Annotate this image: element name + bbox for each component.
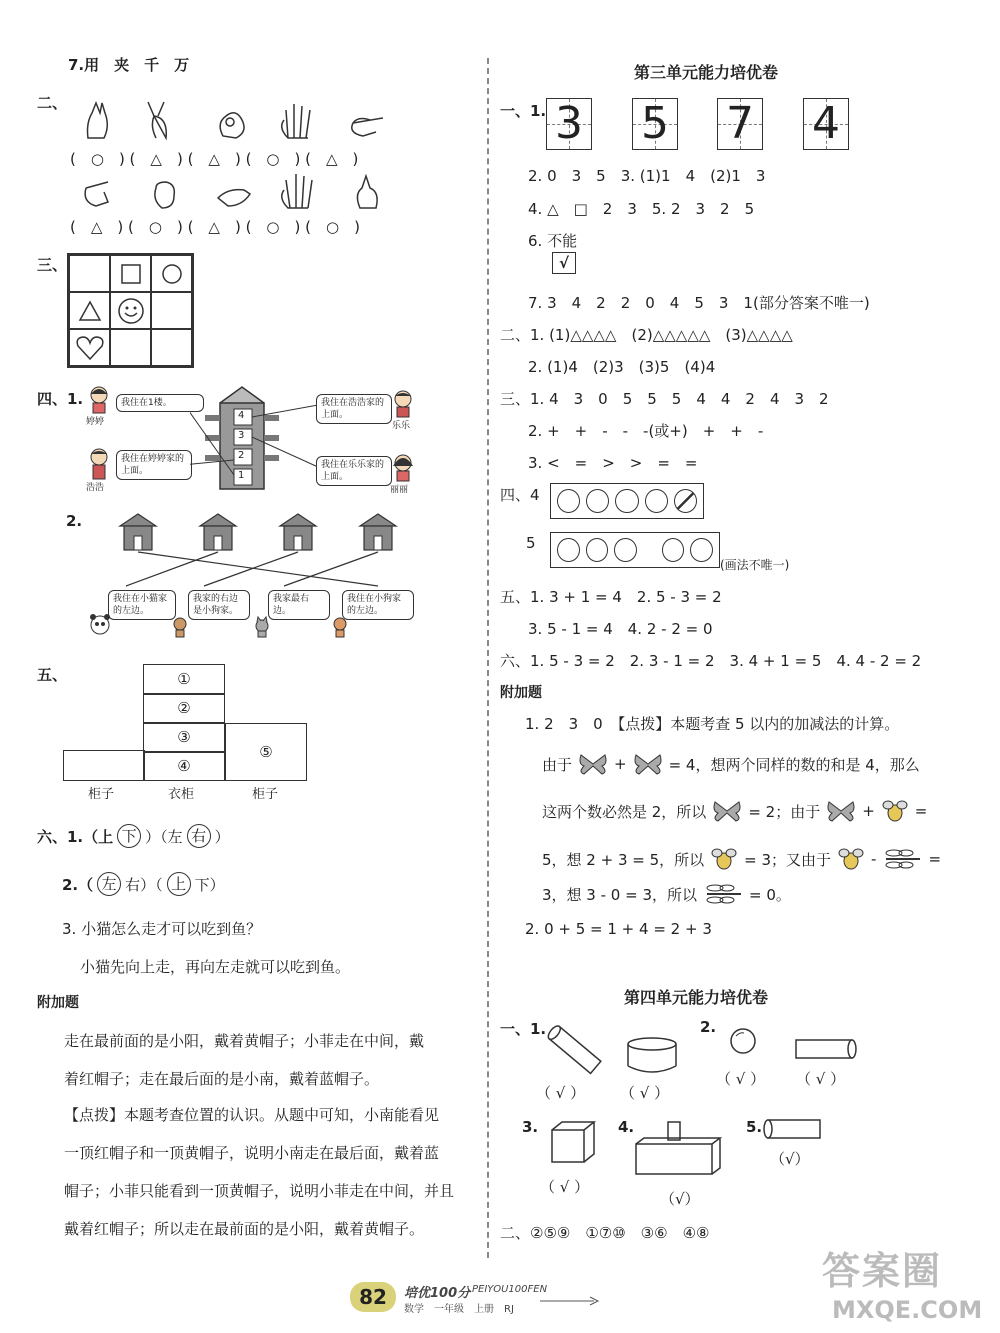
- section-4-label: 四、1.: [37, 390, 84, 408]
- watermark-logo: 答案圈: [822, 1249, 943, 1293]
- dragonfly-icon: [703, 882, 743, 906]
- crossed-circle-icon: [674, 489, 697, 513]
- cylinder-tilted-icon: [540, 1020, 610, 1080]
- tingting-bubble: 我住在1楼。: [116, 394, 204, 412]
- section-6-q1: 六、1.（上 下 ）（左 右 ）: [37, 824, 230, 848]
- house-bubble-1: 我住在小猫家的左边。: [108, 590, 176, 620]
- section-6-q2: 2.（ 左 右）（ 上 下）: [62, 872, 225, 896]
- circle-row-5: [550, 532, 720, 568]
- section-4-q2: 2.: [66, 512, 83, 530]
- r3-q3: 3. < = > > = =: [528, 454, 698, 472]
- digit-grid-4: 4: [803, 98, 849, 150]
- left-extra-p3: 【点拨】本题考查位置的认识。从题中可知，小南能看见: [64, 1106, 440, 1124]
- hand-gesture-icons-row1: [78, 98, 408, 144]
- section-6-q3-answer: 小猫先向上走，再向左走就可以吃到鱼。: [80, 958, 351, 976]
- q7-answer: 7.用 夹 千 万: [68, 56, 190, 74]
- haohao-bubble: 我住在婷婷家的上面。: [116, 450, 192, 480]
- unit4-title: 第四单元能力培优卷: [624, 988, 769, 1007]
- cabinet-cell-1: ①: [143, 664, 225, 694]
- right-extra-line3: 这两个数必然是 2，所以 = 2；由于 + =: [542, 798, 927, 824]
- r1-q7: 7. 3 4 2 2 0 4 5 3 1(部分答案不唯一): [528, 294, 870, 312]
- brand-name: 培优100分: [404, 1286, 471, 1301]
- r5-q3: 3. 5 - 1 = 4 4. 2 - 2 = 0: [528, 620, 713, 638]
- section-3-label: 三、: [37, 256, 68, 274]
- u4-q5-label: 5.: [746, 1118, 763, 1136]
- left-extra-label: 附加题: [37, 995, 79, 1011]
- bee-icon: [837, 846, 865, 872]
- u4-check-4: （ √ ）: [796, 1070, 846, 1088]
- section-6-q3: 3. 小猫怎么走才可以吃到鱼？: [62, 920, 262, 938]
- boy-avatar-icon: [388, 388, 418, 418]
- shape-grid: [67, 253, 194, 368]
- apartment-building: [190, 385, 320, 490]
- left-cabinet: [63, 750, 145, 781]
- butterfly-icon: [826, 799, 856, 823]
- grid-cell-empty: [151, 329, 192, 366]
- u4-q3-label: 3.: [522, 1118, 539, 1136]
- girl-avatar-icon: [84, 384, 114, 414]
- cabinet-cell-2: ②: [143, 694, 225, 723]
- grid-cell-empty: [110, 329, 151, 366]
- r3-q1: 三、1. 4 3 0 5 5 5 4 4 2 4 3 2: [500, 390, 829, 408]
- digit-grid-3: 7: [717, 98, 763, 150]
- u4-section-2: 二、②⑤⑨ ①⑦⑩ ③⑥ ④⑧: [500, 1224, 710, 1242]
- boy-avatar-icon: [84, 446, 114, 482]
- lili-name: 丽丽: [390, 485, 409, 495]
- lele-bubble: 我住在浩浩家的上面。: [316, 394, 392, 424]
- u4-check-7: （√）: [770, 1150, 810, 1168]
- section-5-label: 五、: [37, 666, 68, 684]
- floor-3: 3: [238, 430, 245, 441]
- left-extra-p5: 帽子；小菲只能看到一顶黄帽子，说明小菲走在中间，并且: [64, 1182, 455, 1200]
- floor-1: 1: [238, 470, 245, 481]
- arrow-icon: [540, 1296, 600, 1306]
- checkbox-check: √: [552, 252, 576, 274]
- short-cylinder-icon: [622, 1036, 682, 1076]
- right-extra-line5: 3，想 3 - 0 = 3，所以 = 0。: [542, 882, 791, 906]
- butterfly-icon: [712, 799, 742, 823]
- u4-q1-label: 一、1.: [500, 1020, 547, 1038]
- monkey-icon: [170, 616, 190, 638]
- r2-q2: 2. (1)4 (2)3 (3)5 (4)4: [528, 358, 716, 376]
- left-extra-p1: 走在最前面的是小阳，戴着黄帽子；小菲走在中间，戴: [64, 1032, 425, 1050]
- smiley-icon: [117, 297, 145, 325]
- circle-icon: [161, 263, 183, 285]
- circle-icon: [662, 538, 685, 562]
- r6-answers: 六、1. 5 - 3 = 2 2. 3 - 1 = 2 3. 4 + 1 = 5 4. 4 - 2 = 2: [500, 652, 922, 670]
- bee-icon: [881, 798, 909, 824]
- right-extra-line2: 由于 + = 4，想两个同样的数的和是 4，那么: [542, 752, 920, 776]
- butterfly-icon: [633, 752, 663, 776]
- circle-icon: [557, 489, 580, 513]
- grid-cell-empty: [69, 255, 110, 292]
- left-extra-p2: 着红帽子；走在最后面的是小南，戴着蓝帽子。: [64, 1070, 380, 1088]
- circle-icon: [586, 489, 609, 513]
- circled-answer: 右: [187, 824, 211, 848]
- u4-q2-label: 2.: [700, 1018, 717, 1036]
- cabinet-cell-3: ③: [143, 723, 225, 752]
- circled-answer: 下: [117, 824, 141, 848]
- right-extra-1: 1. 2 3 0 【点拨】本题考查 5 以内的加减法的计算。: [525, 715, 900, 733]
- house-bubble-4: 我住在小狗家的左边。: [342, 590, 414, 620]
- grid-cell-smiley: [110, 292, 151, 329]
- u4-check-6: （√）: [660, 1190, 700, 1208]
- label-cabinet-right: 柜子: [252, 787, 279, 802]
- circle-icon: [645, 489, 668, 513]
- page-number: 82: [350, 1282, 396, 1312]
- cylinder-horizontal-icon: [762, 1116, 832, 1142]
- u4-q4-label: 4.: [618, 1118, 635, 1136]
- girl-avatar-icon: [388, 452, 418, 482]
- panda-icon: [88, 612, 112, 636]
- right-cabinet: ⑤: [225, 723, 307, 781]
- r5-q1: 五、1. 3 + 1 = 4 2. 5 - 3 = 2: [500, 588, 722, 606]
- digit-grid-2: 5: [632, 98, 678, 150]
- grid-cell-circle: [151, 255, 192, 292]
- r1-q4: 4. △ □ 2 3 5. 2 3 2 5: [528, 200, 755, 218]
- house-bubble-2: 我家的右边是小狗家。: [188, 590, 250, 620]
- bee-icon: [710, 846, 738, 872]
- circle-row-4: [550, 483, 704, 519]
- composite-solid-icon: [632, 1118, 732, 1178]
- section-2-row2-answers: ( △ ) ( ○ ) ( △ ) ( ○ ) ( ○ ): [70, 218, 360, 236]
- label-wardrobe: 衣柜: [168, 787, 195, 802]
- r2-q1: 二、1. (1)△△△△ (2)△△△△△ (3)△△△△: [500, 326, 793, 344]
- label-cabinet-left: 柜子: [88, 787, 115, 802]
- r3-q2: 2. + + - - -(或+) + + -: [528, 422, 764, 440]
- u4-check-1: （ √ ）: [536, 1084, 586, 1102]
- r4-note: (画法不唯一): [720, 558, 790, 572]
- circled-answer: 上: [167, 872, 191, 896]
- r-section-1-label: 一、1.: [500, 102, 547, 120]
- right-extra-2: 2. 0 + 5 = 1 + 4 = 2 + 3: [525, 920, 712, 938]
- cylinder-horizontal-icon: [790, 1036, 860, 1062]
- unit3-title: 第三单元能力培优卷: [634, 63, 779, 82]
- footer-subtitle: 数学 一年级 上册 RJ: [404, 1304, 514, 1315]
- right-extra-line4: 5，想 2 + 3 = 5，所以 = 3；又由于 - =: [542, 846, 941, 872]
- circle-icon: [615, 489, 638, 513]
- watermark-url: MXQE.COM: [832, 1296, 983, 1324]
- brand-english: PEIYOU100FEN: [472, 1284, 548, 1295]
- triangle-icon: [78, 300, 102, 322]
- lili-bubble: 我住在乐乐家的上面。: [316, 456, 392, 486]
- circle-icon: [586, 538, 609, 562]
- sphere-icon: [728, 1026, 758, 1056]
- square-icon: [120, 263, 142, 285]
- haohao-name: 浩浩: [86, 483, 105, 493]
- r1-q6: 6. 不能: [528, 232, 578, 250]
- u4-check-2: （ √ ）: [620, 1084, 670, 1102]
- circle-icon: [690, 538, 713, 562]
- circled-answer: 左: [97, 872, 121, 896]
- cabinet-cell-4: ④: [143, 752, 225, 781]
- section-2-label: 二、: [37, 94, 68, 112]
- dog-icon: [330, 616, 350, 638]
- grid-cell-square: [110, 255, 151, 292]
- butterfly-icon: [578, 752, 608, 776]
- right-extra-label: 附加题: [500, 685, 542, 701]
- hand-gesture-icons-row2: [78, 168, 408, 214]
- floor-2: 2: [238, 450, 245, 461]
- dragonfly-icon: [882, 847, 922, 871]
- grid-cell-heart: [69, 329, 110, 366]
- cat-icon: [252, 616, 272, 638]
- circle-icon: [614, 538, 637, 562]
- grid-cell-empty: [151, 292, 192, 329]
- tingting-name: 婷婷: [86, 417, 105, 427]
- circle-icon: [557, 538, 580, 562]
- grid-cell-triangle: [69, 292, 110, 329]
- u4-check-5: （ √ ）: [540, 1178, 590, 1196]
- section-2-row1-answers: ( ○ ) ( △ ) ( △ ) ( ○ ) ( △ ): [70, 150, 359, 168]
- u4-check-3: （ √ ）: [716, 1070, 766, 1088]
- cube-icon: [548, 1118, 598, 1168]
- column-divider: [487, 58, 489, 1258]
- heart-icon: [75, 335, 105, 361]
- left-extra-p4: 一顶红帽子和一顶黄帽子，说明小南走在最后面，戴着蓝: [64, 1144, 440, 1162]
- left-extra-p6: 戴着红帽子；所以走在最前面的是小阳，戴着黄帽子。: [64, 1220, 425, 1238]
- floor-4: 4: [238, 410, 245, 421]
- house-bubble-3: 我家最右边。: [268, 590, 330, 620]
- lele-name: 乐乐: [392, 421, 411, 431]
- r1-q2: 2. 0 3 5 3. (1)1 4 (2)1 3: [528, 167, 766, 185]
- r4-label: 四、4: [500, 486, 540, 504]
- r4-q5-label: 5: [526, 534, 536, 552]
- digit-grid-1: 3: [546, 98, 592, 150]
